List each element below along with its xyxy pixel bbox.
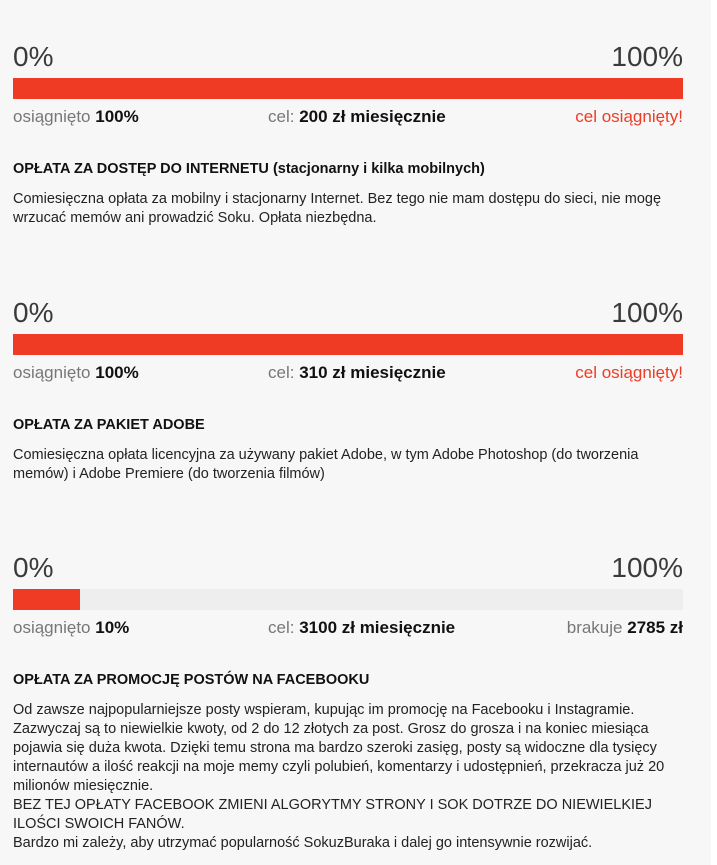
target: cel: 200 zł miesięcznie bbox=[268, 107, 446, 126]
target: cel: 310 zł miesięcznie bbox=[268, 363, 446, 382]
progress-fill bbox=[13, 78, 683, 99]
goal-description: Comiesięczna opłata za mobilny i stacjonarny Internet. Bez tego nie mam dostępu do sieci, nie mogę wrzucać memów ani prowadzić Soku. Opłata niezbędna. bbox=[13, 191, 662, 226]
goal-description: Comiesięczna opłata licencyjna za używany pakiet Adobe, w tym Adobe Photoshop (do tworzenia memów) i Adobe Premiere (do tworzenia filmów) bbox=[13, 447, 639, 482]
page-right-edge bbox=[711, 0, 717, 865]
status-reached: cel osiągnięty! bbox=[575, 363, 683, 382]
goal-description: Od zawsze najpopularniejsze posty wspieram, kupując im promocję na Facebooku i Instagramie. Zazwyczaj są to niewielkie kwoty, od 2 do 12 złotych za post. Grosz do grosza i na koniec miesiąca pojawia się duża kwota. Dzięki temu strona ma bardzo szeroki zasięg, posty są widoczne dla tysięcy internautów a ilość reakcji na moje memy czyli polubień, komentarzy i udostępnień, przekracza już 20 milionów miesięcznie. BEZ TEJ OPŁATY FACEBOOK ZMIENI ALGORYTMY STRONY I SOK DOTRZE DO NIEWIELKIEJ ILOŚCI SWOICH FANÓW. Bardzo mi zależy, aby utrzymać popularność SokuzBuraka i dalej go intensywnie rozwijać. bbox=[13, 702, 665, 851]
progress-scale bbox=[13, 553, 683, 583]
progress-scale bbox=[13, 42, 683, 72]
progress-max-label: 100% bbox=[611, 552, 683, 583]
goal-stats bbox=[13, 106, 683, 128]
progress-min-label: 0% bbox=[13, 552, 54, 583]
achieved: osiągnięto 10% bbox=[13, 618, 130, 637]
goal-title: OPŁATA ZA DOSTĘP DO INTERNETU (stacjonarny i kilka mobilnych) bbox=[13, 161, 485, 177]
status-reached: cel osiągnięty! bbox=[575, 107, 683, 126]
progress-bar bbox=[13, 334, 683, 355]
achieved: osiągnięto 100% bbox=[13, 363, 139, 382]
target: cel: 3100 zł miesięcznie bbox=[268, 618, 456, 637]
progress-min-label: 0% bbox=[13, 297, 54, 328]
progress-fill bbox=[13, 589, 80, 610]
progress-bar bbox=[13, 589, 683, 610]
progress-max-label: 100% bbox=[611, 41, 683, 72]
progress-fill bbox=[13, 334, 683, 355]
progress-min-label: 0% bbox=[13, 41, 54, 72]
goal-facebook bbox=[13, 552, 683, 851]
progress-max-label: 100% bbox=[611, 297, 683, 328]
progress-bar bbox=[13, 78, 683, 99]
status-remaining: brakuje 2785 zł bbox=[566, 618, 683, 637]
goal-adobe bbox=[13, 297, 683, 482]
progress-scale bbox=[13, 298, 683, 328]
goal-stats bbox=[13, 362, 683, 384]
goal-stats bbox=[13, 617, 683, 639]
goal-title: OPŁATA ZA PAKIET ADOBE bbox=[13, 417, 205, 433]
goal-title: OPŁATA ZA PROMOCJĘ POSTÓW NA FACEBOOKU bbox=[13, 672, 370, 688]
achieved: osiągnięto 100% bbox=[13, 107, 139, 126]
goal-internet bbox=[13, 41, 683, 226]
